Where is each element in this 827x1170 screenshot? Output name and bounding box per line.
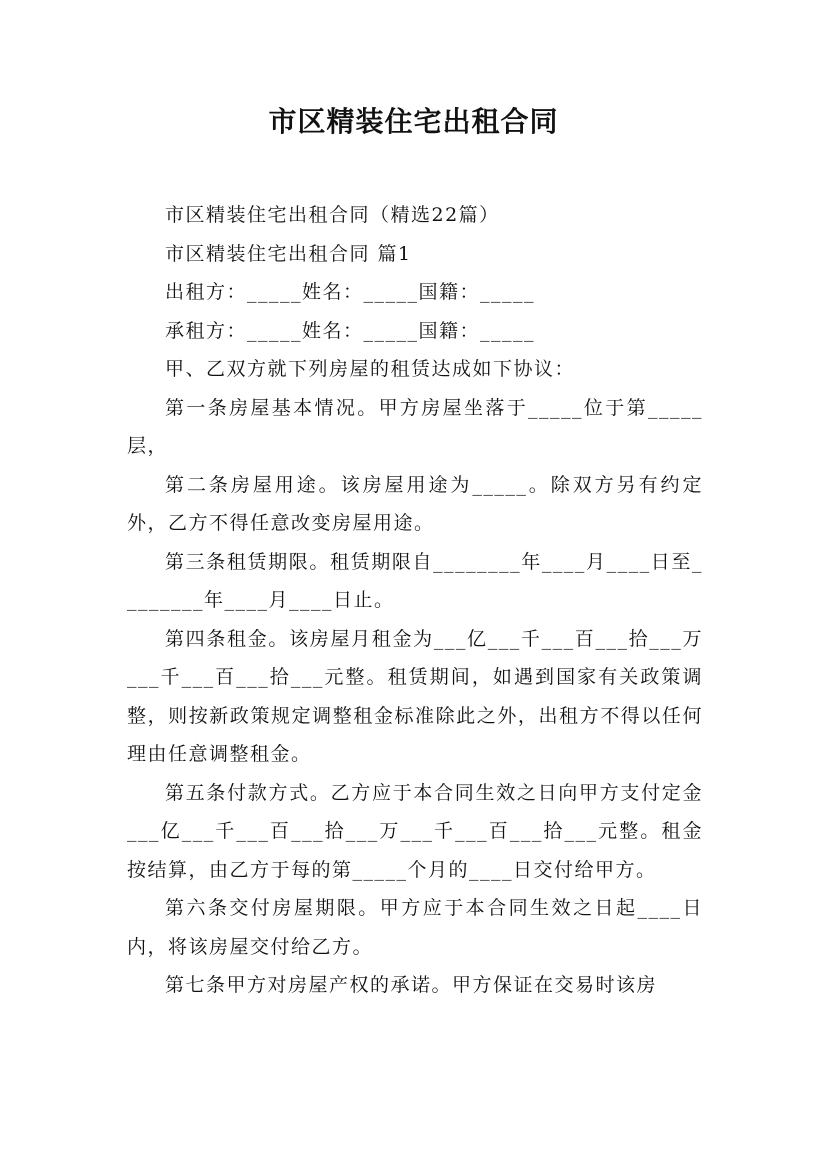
paragraph-article-5: 第五条付款方式。乙方应于本合同生效之日向甲方支付定金___亿___千___百___拾___万___千___百___拾___元整。租金按结算，由乙方于每的第_____个月的____日交付给甲方。 [127, 781, 703, 881]
paragraph-section-heading: 市区精装住宅出租合同 篇1 [165, 242, 412, 265]
paragraph-article-6: 第六条交付房屋期限。甲方应于本合同生效之日起____日内，将该房屋交付给乙方。 [127, 897, 703, 958]
paragraph-subtitle: 市区精装住宅出租合同（精选22篇） [165, 204, 500, 226]
paragraph-article-2: 第二条房屋用途。该房屋用途为_____。除双方另有约定外，乙方不得任意改变房屋用途。 [127, 473, 703, 534]
paragraph-lessee: 承租方：_____姓名：_____国籍：_____ [165, 319, 536, 342]
paragraph-lessor: 出租方：_____姓名：_____国籍：_____ [165, 281, 536, 303]
document-title: 市区精装住宅出租合同 [268, 105, 559, 138]
paragraph-article-7: 第七条甲方对房屋产权的承诺。甲方保证在交易时该房 [165, 974, 658, 996]
paragraph-agreement-intro: 甲、乙双方就下列房屋的租赁达成如下协议： [165, 358, 576, 380]
paragraph-article-1: 第一条房屋基本情况。甲方房屋坐落于_____位于第_____层， [127, 396, 703, 457]
paragraph-article-4: 第四条租金。该房屋月租金为___亿___千___百___拾___万___千___百___拾___元整。租赁期间，如遇到国家有关政策调整，则按新政策规定调整租金标准除此之外，出租方不得以任何理由任意调整租金。 [127, 627, 703, 765]
document-body [127, 196, 703, 1005]
paragraph-article-3: 第三条租赁期限。租赁期限自________年____月____日至________年____月____日止。 [127, 550, 703, 611]
